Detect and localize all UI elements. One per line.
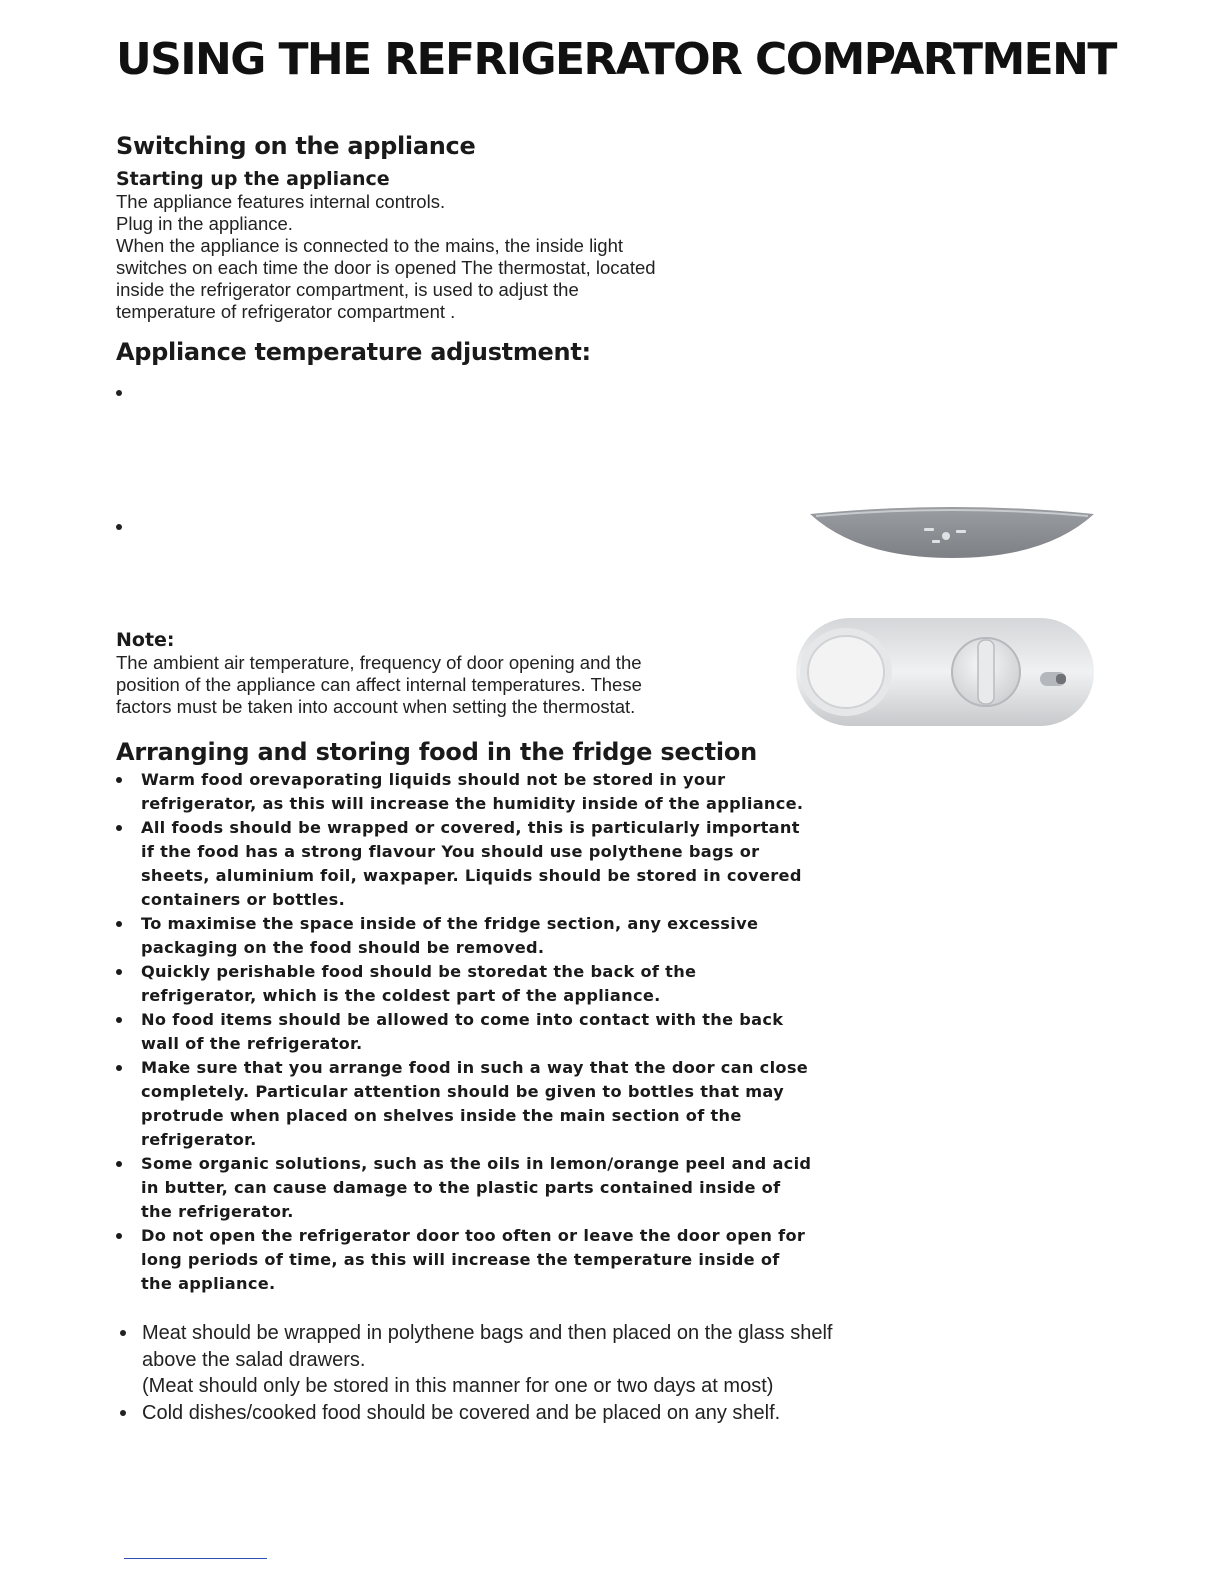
bullet-icon [116,921,122,927]
list-item-text: All foods should be wrapped or covered, this is particularly important if the food has a strong flavour You should use polythene bags or sheets, aluminium foil, waxpaper. Liquids should be stored in covered containers or bottles. [141,818,802,909]
storage-tips-list [116,768,816,1296]
switching-line: temperature of refrigerator compartment . [116,301,456,322]
note-line: factors must be taken into account when setting the thermostat. [116,696,636,717]
switching-line: When the appliance is connected to the mains, the inside light [116,235,624,256]
switching-line: inside the refrigerator compartment, is used to adjust the [116,279,579,300]
note-line: position of the appliance can affect internal temperatures. These [116,674,642,695]
startup-subheading: Starting up the appliance [116,168,390,190]
list-item [120,1400,880,1427]
switching-heading: Switching on the appliance [116,132,476,160]
bullet-icon [116,1017,122,1023]
bullet-icon [120,1410,126,1416]
list-item [116,768,816,816]
list-item-text: No food items should be allowed to come into contact with the back wall of the refrigerator. [141,1010,784,1053]
thermostat-dial-image [794,610,1096,732]
meat-storage-list [120,1320,880,1426]
list-item [120,1320,880,1400]
list-item [116,1152,816,1224]
list-item-text: Meat should be wrapped in polythene bags and then placed on the glass shelf above the salad drawers. [142,1322,833,1371]
list-item-text: To maximise the space inside of the fridge section, any excessive packaging on the food should be removed. [141,914,759,957]
list-item [116,1224,816,1296]
note-paragraph [116,652,642,718]
switching-line: The appliance features internal controls. [116,191,446,212]
bullet-icon [120,1330,126,1336]
list-item-text: Some organic solutions, such as the oils in lemon/orange peel and acid in butter, can cause damage to the plastic parts contained inside of the refrigerator. [141,1154,812,1221]
empty-bullet [116,390,122,396]
empty-bullet [116,524,122,530]
bullet-icon [116,969,122,975]
switching-line: switches on each time the door is opened The thermostat, located [116,257,656,278]
bullet-icon [116,777,122,783]
list-item [116,960,816,1008]
arranging-heading: Arranging and storing food in the fridge section [116,738,758,766]
page-title: USING THE REFRIGERATOR COMPARTMENT [116,34,1116,85]
list-item-text: Make sure that you arrange food in such a way that the door can close completely. Particular attention should be given to bottles that may protrude when placed on shelves inside the main section of the refrigerator. [141,1058,809,1149]
adjustment-heading: Appliance temperature adjustment: [116,338,591,366]
footer-rule [124,1558,267,1559]
switching-paragraph [116,191,656,323]
list-item [116,816,816,912]
list-item-note: (Meat should only be stored in this manner for one or two days at most) [142,1375,774,1397]
list-item-text: Quickly perishable food should be storedat the back of the refrigerator, which is the coldest part of the appliance. [141,962,697,1005]
thermostat-cover-image [806,500,1098,566]
list-item [116,912,816,960]
bullet-icon [116,1161,122,1167]
bullet-icon [116,825,122,831]
list-item-text: Cold dishes/cooked food should be covered and be placed on any shelf. [142,1401,781,1424]
list-item [116,1056,816,1152]
note-label: Note: [116,629,175,651]
bullet-icon [116,1233,122,1239]
bullet-icon [116,1065,122,1071]
list-item [116,1008,816,1056]
list-item-text: Warm food orevaporating liquids should not be stored in your refrigerator, as this will increase the humidity inside of the appliance. [141,770,804,813]
list-item-text: Do not open the refrigerator door too often or leave the door open for long periods of time, as this will increase the temperature inside of the appliance. [141,1226,806,1293]
note-line: The ambient air temperature, frequency of door opening and the [116,652,642,673]
switching-line: Plug in the appliance. [116,213,293,234]
